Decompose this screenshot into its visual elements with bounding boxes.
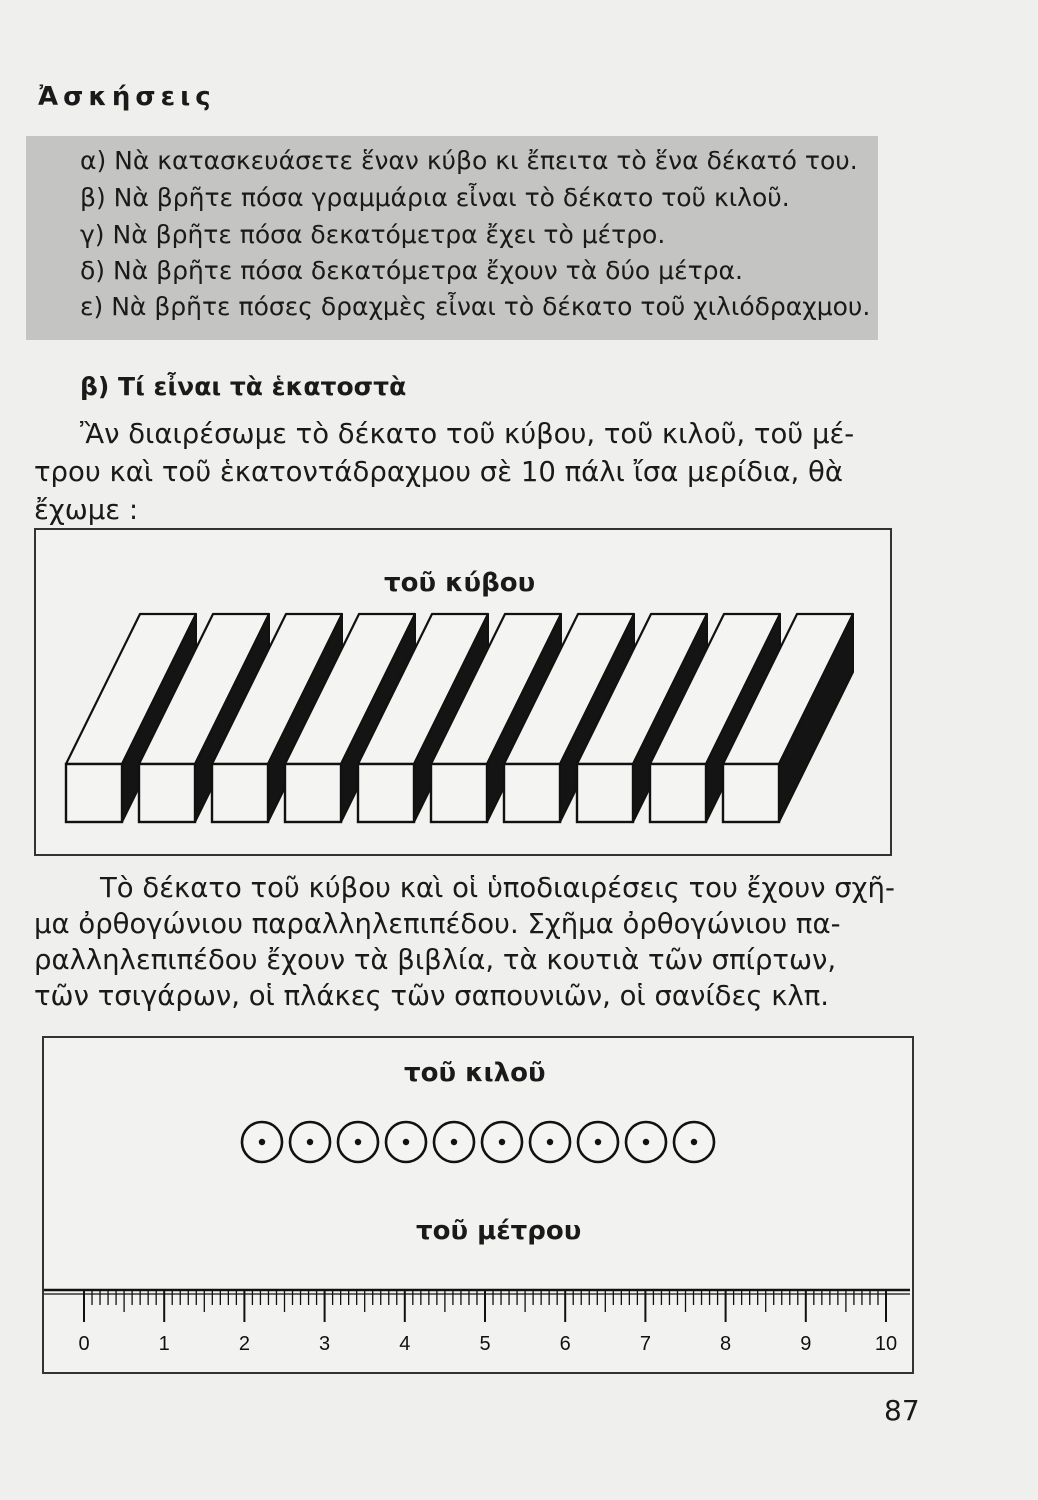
cube-tenths-drawing <box>60 612 880 832</box>
kilo-tenth-weight <box>578 1122 618 1162</box>
exercise-item-d: δ) Νὰ βρῆτε πόσα δεκατόμετρα ἔχουν τὰ δύο μέτρα. <box>80 256 743 285</box>
kilo-tenth-weight <box>386 1122 426 1162</box>
ruler-number-label: 4 <box>399 1333 411 1355</box>
ruler-number-label: 6 <box>559 1333 571 1355</box>
ruler-number-label: 10 <box>874 1333 898 1355</box>
exercise-item-c: γ) Νὰ βρῆτε πόσα δεκατόμετρα ἔχει τὸ μέτρο. <box>80 220 666 249</box>
ruler-number-label: 0 <box>78 1333 90 1355</box>
kilo-tenth-weight <box>482 1122 522 1162</box>
kilo-weights-drawing <box>240 1118 720 1168</box>
intro-line-3: ἔχωμε : <box>34 494 139 526</box>
exercises-heading: Ἀσκήσεις <box>38 82 216 112</box>
ruler-number-label: 1 <box>158 1333 170 1355</box>
kilo-label: τοῦ κιλοῦ <box>404 1058 546 1088</box>
body-line-1: Τὸ δέκατο τοῦ κύβου καὶ οἱ ὑποδιαιρέσεις του ἔχουν σχῆ- <box>100 872 895 904</box>
body-line-3: ραλληλεπιπέδου ἔχουν τὰ βιβλία, τὰ κουτιὰ τῶν σπίρτων, <box>34 944 837 976</box>
intro-line-2: τρου καὶ τοῦ ἑκατοντάδραχμου σὲ 10 πάλι ἴσα μερίδια, θὰ <box>34 456 843 488</box>
kilo-tenth-weight <box>530 1122 570 1162</box>
kilo-tenth-weight <box>242 1122 282 1162</box>
kilo-tenth-weight <box>626 1122 666 1162</box>
page-number: 87 <box>884 1394 920 1427</box>
ruler-number-label: 5 <box>479 1333 491 1355</box>
body-line-2: μα ὀρθογώνιου παραλληλεπιπέδου. Σχῆμα ὀρθογώνιου πα- <box>34 908 841 940</box>
exercise-item-b: β) Νὰ βρῆτε πόσα γραμμάρια εἶναι τὸ δέκατο τοῦ κιλοῦ. <box>80 183 790 212</box>
kilo-tenth-weight <box>434 1122 474 1162</box>
section-title: β) Τί εἶναι τὰ ἑκατοστὰ <box>80 372 407 401</box>
cube-figure-label: τοῦ κύβου <box>384 568 536 598</box>
body-line-4: τῶν τσιγάρων, οἱ πλάκες τῶν σαπουνιῶν, οἱ σανίδες κλπ. <box>34 980 830 1012</box>
intro-line-1: Ἂν διαιρέσωμε τὸ δέκατο τοῦ κύβου, τοῦ κιλοῦ, τοῦ μέ- <box>80 418 855 450</box>
exercise-item-e: ε) Νὰ βρῆτε πόσες δραχμὲς εἶναι τὸ δέκατο τοῦ χιλιόδραχμου. <box>80 292 871 321</box>
kilo-tenth-weight <box>674 1122 714 1162</box>
exercise-item-a: α) Νὰ κατασκευάσετε ἕναν κύβο κι ἔπειτα τὸ ἕνα δέκατό του. <box>80 146 858 175</box>
ruler-number-label: 7 <box>639 1333 651 1355</box>
metre-label: τοῦ μέτρου <box>416 1216 582 1246</box>
kilo-tenth-weight <box>290 1122 330 1162</box>
ruler-number-label: 3 <box>319 1333 331 1355</box>
ruler-number-label: 8 <box>720 1333 732 1355</box>
kilo-tenth-weight <box>338 1122 378 1162</box>
metre-ruler <box>44 1268 910 1368</box>
ruler-number-label: 9 <box>800 1333 812 1355</box>
ruler-number-label: 2 <box>238 1333 250 1355</box>
